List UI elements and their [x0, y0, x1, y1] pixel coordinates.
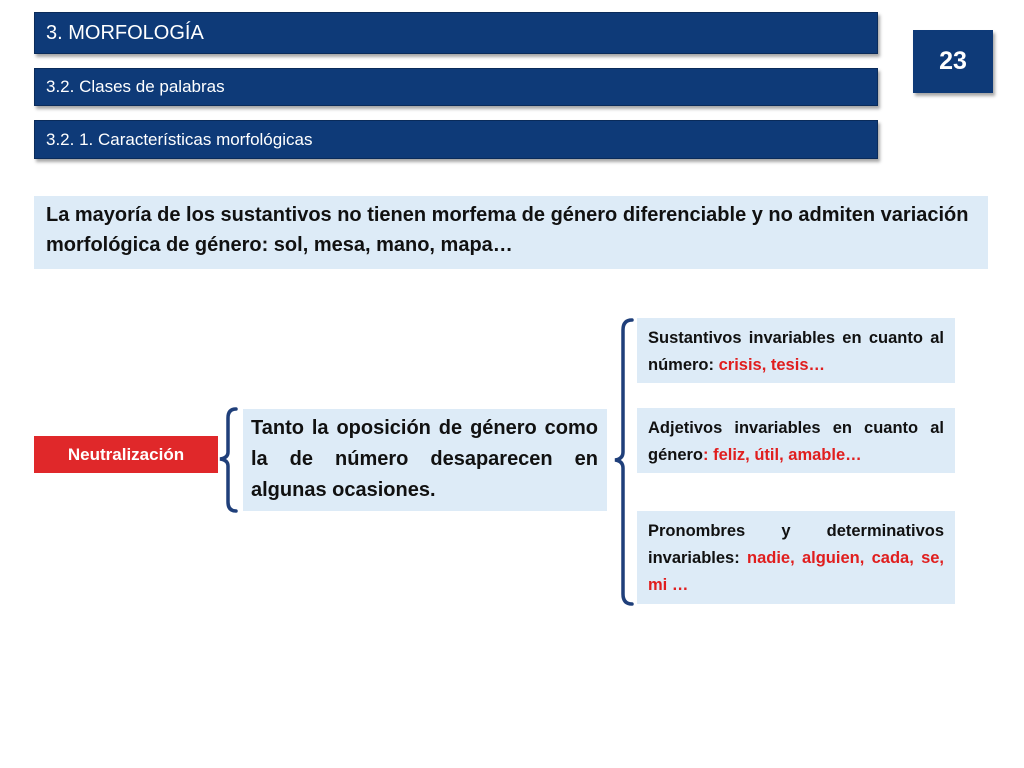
invariable-pronouns-box [637, 511, 955, 604]
subsection-title: 3.2. Clases de palabras [46, 77, 225, 96]
invariable-adjectives-box [637, 408, 955, 473]
right-bracket [615, 320, 632, 604]
invariable-adjectives-text: Adjetivos invariables en cuanto al género [648, 419, 944, 464]
invariable-pronouns-text: Pronombres y determinativos invariables: [648, 522, 944, 567]
invariable-nouns-text: Sustantivos invariables en cuanto al número: [648, 329, 944, 374]
subsection-header [34, 68, 878, 106]
page-number: 23 [939, 47, 967, 75]
section-title: 3. MORFOLOGÍA [46, 21, 204, 44]
invariable-adjectives-examples: : feliz, útil, amable… [703, 446, 862, 464]
middle-text: Tanto la oposición de género como la de número desaparecen en algunas ocasiones. [251, 417, 598, 501]
intro-box [34, 196, 988, 269]
section-title-header [34, 12, 878, 54]
intro-text: La mayoría de los sustantivos no tienen morfema de género diferenciable y no admiten variación morfológica de género: sol, mesa, mano, mapa… [46, 204, 969, 256]
invariable-nouns-examples: crisis, tesis… [718, 356, 825, 374]
invariable-nouns-box [637, 318, 955, 383]
invariable-pronouns-examples: nadie, alguien, [747, 549, 865, 567]
middle-text-box [243, 409, 607, 511]
page-number-badge [913, 30, 993, 93]
neutralization-label: Neutralización [67, 444, 185, 464]
sub-subsection-title: 3.2. 1. Características morfológicas [46, 129, 313, 149]
invariable-pronouns-examples-tail: cada, se, mi … [648, 549, 945, 594]
neutralization-label-box [34, 436, 218, 473]
left-bracket [220, 409, 236, 511]
sub-subsection-header [34, 120, 878, 159]
